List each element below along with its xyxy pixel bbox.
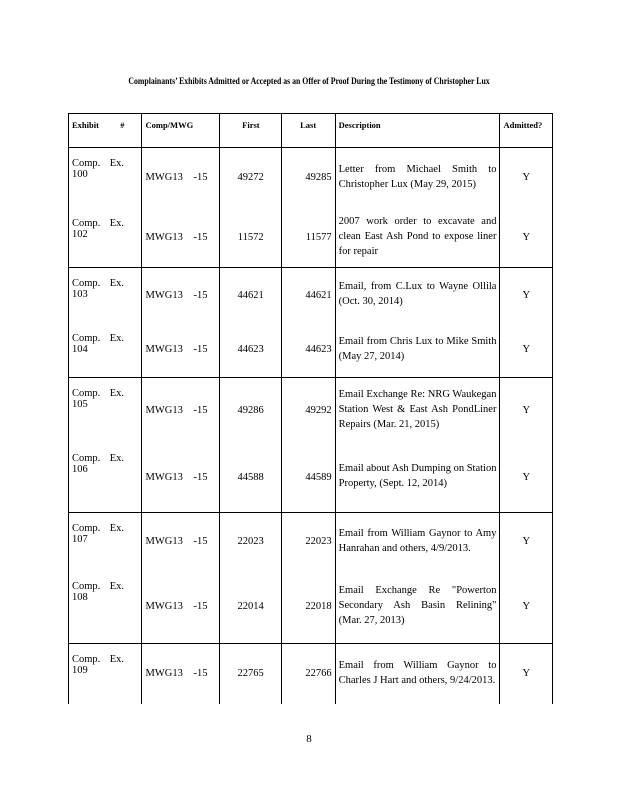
exhibit-cell (69, 443, 142, 513)
header-exhibit-hash: # (120, 120, 125, 130)
admitted-cell: Y (500, 571, 553, 644)
first-cell: 44623 (220, 323, 282, 378)
first-cell: 22014 (220, 571, 282, 644)
exhibit-number: 107 (72, 534, 88, 545)
last-cell: 44589 (282, 443, 336, 513)
comp-code: MWG13 (145, 404, 183, 416)
last-cell: 44623 (282, 323, 336, 378)
comp-code: MWG13 (145, 344, 183, 356)
admitted-cell: Y (500, 644, 553, 704)
exhibit-cell (69, 268, 142, 323)
exhibit-cell (69, 644, 142, 704)
comp-cell (142, 513, 220, 571)
table-row (69, 443, 553, 513)
comp-suffix: -15 (193, 601, 208, 613)
header-first: First (220, 114, 282, 148)
comp-cell (142, 443, 220, 513)
table-row (69, 208, 553, 268)
comp-code: MWG13 (145, 668, 183, 680)
exhibit-abbrev: Ex. (109, 217, 124, 229)
admitted-cell: Y (500, 378, 553, 443)
first-cell: 44588 (220, 443, 282, 513)
table-row (69, 513, 553, 571)
exhibit-cell (69, 208, 142, 268)
last-cell: 22023 (282, 513, 336, 571)
page-heading: Complainants’ Exhibits Admitted or Accepted as an Offer of Proof During the Testimony of Christopher Lux (128, 77, 490, 87)
exhibit-cell (69, 378, 142, 443)
exhibit-number: 103 (72, 289, 88, 300)
comp-suffix: -15 (193, 289, 208, 301)
table-header-row (69, 114, 553, 148)
comp-code: MWG13 (145, 471, 183, 483)
admitted-cell: Y (500, 513, 553, 571)
exhibit-cell (69, 323, 142, 378)
first-cell: 22023 (220, 513, 282, 571)
last-cell: 11577 (282, 208, 336, 268)
comp-cell (142, 148, 220, 208)
last-cell: 22018 (282, 571, 336, 644)
comp-suffix: -15 (193, 668, 208, 680)
exhibit-number: 102 (72, 228, 88, 240)
last-cell: 49292 (282, 378, 336, 443)
last-cell: 44621 (282, 268, 336, 323)
exhibit-prefix: Comp. (72, 580, 101, 592)
exhibits-table (68, 113, 553, 704)
first-cell: 11572 (220, 208, 282, 268)
description-cell: Email Exchange Re: NRG Waukegan Station West & East Ash PondLiner Repairs (Mar. 21, 2015) (335, 378, 500, 443)
exhibit-number: 100 (72, 169, 88, 180)
last-cell: 22766 (282, 644, 336, 704)
admitted-cell: Y (500, 268, 553, 323)
table-body (69, 148, 553, 704)
exhibit-abbrev: Ex. (109, 332, 124, 344)
header-exhibit-label: Exhibit (72, 120, 99, 130)
comp-cell (142, 378, 220, 443)
comp-cell (142, 644, 220, 704)
exhibit-number: 108 (72, 591, 88, 603)
header-admitted: Admitted? (500, 114, 553, 148)
table-row (69, 268, 553, 323)
header-last: Last (282, 114, 336, 148)
comp-cell (142, 571, 220, 644)
description-cell: Email Exchange Re "Powerton Secondary Ash Basin Relining" (Mar. 27, 2013) (335, 571, 500, 644)
description-cell: Email from William Gaynor to Charles J Hart and others, 9/24/2013. (335, 644, 500, 704)
comp-code: MWG13 (145, 601, 183, 613)
header-description: Description (335, 114, 500, 148)
exhibit-number: 104 (72, 343, 88, 355)
description-cell: 2007 work order to excavate and clean East Ash Pond to expose liner for repair (335, 208, 500, 268)
exhibit-prefix: Comp. (72, 452, 101, 464)
exhibit-abbrev: Ex. (109, 452, 124, 464)
table-row (69, 323, 553, 378)
comp-code: MWG13 (145, 289, 183, 301)
first-cell: 49272 (220, 148, 282, 208)
admitted-cell: Y (500, 208, 553, 268)
table-row (69, 148, 553, 208)
comp-suffix: -15 (193, 344, 208, 356)
last-cell: 49285 (282, 148, 336, 208)
exhibit-number: 106 (72, 463, 88, 475)
comp-cell (142, 268, 220, 323)
comp-code: MWG13 (145, 231, 183, 243)
comp-suffix: -15 (193, 404, 208, 416)
comp-cell (142, 208, 220, 268)
description-cell: Letter from Michael Smith to Christopher Lux (May 29, 2015) (335, 148, 500, 208)
table-row (69, 571, 553, 644)
first-cell: 44621 (220, 268, 282, 323)
header-exhibit (69, 114, 142, 148)
first-cell: 22765 (220, 644, 282, 704)
exhibit-abbrev: Ex. (109, 654, 124, 665)
exhibit-cell (69, 571, 142, 644)
exhibit-abbrev: Ex. (109, 278, 124, 289)
first-cell: 49286 (220, 378, 282, 443)
admitted-cell: Y (500, 148, 553, 208)
comp-code: MWG13 (145, 172, 183, 184)
description-cell: Email, from C.Lux to Wayne Ollila (Oct. 30, 2014) (335, 268, 500, 323)
exhibit-number: 105 (72, 399, 88, 410)
description-cell: Email from William Gaynor to Amy Hanrahan and others, 4/9/2013. (335, 513, 500, 571)
comp-suffix: -15 (193, 536, 208, 548)
table-row (69, 644, 553, 704)
comp-suffix: -15 (193, 172, 208, 184)
exhibit-abbrev: Ex. (109, 158, 124, 169)
description-cell: Email about Ash Dumping on Station Property, (Sept. 12, 2014) (335, 443, 500, 513)
comp-code: MWG13 (145, 536, 183, 548)
comp-suffix: -15 (193, 471, 208, 483)
admitted-cell: Y (500, 323, 553, 378)
table-row (69, 378, 553, 443)
exhibit-cell (69, 148, 142, 208)
exhibit-cell (69, 513, 142, 571)
exhibit-prefix: Comp. (72, 654, 101, 665)
comp-cell (142, 323, 220, 378)
comp-suffix: -15 (193, 231, 208, 243)
exhibit-prefix: Comp. (72, 332, 101, 344)
page-number: 8 (306, 733, 312, 745)
admitted-cell: Y (500, 443, 553, 513)
exhibit-prefix: Comp. (72, 388, 101, 399)
header-comp: Comp/MWG (142, 114, 220, 148)
exhibit-prefix: Comp. (72, 278, 101, 289)
exhibit-prefix: Comp. (72, 158, 101, 169)
exhibit-abbrev: Ex. (109, 388, 124, 399)
exhibit-abbrev: Ex. (109, 580, 124, 592)
exhibit-prefix: Comp. (72, 217, 101, 229)
exhibit-prefix: Comp. (72, 523, 101, 534)
description-cell: Email from Chris Lux to Mike Smith (May 27, 2014) (335, 323, 500, 378)
exhibit-abbrev: Ex. (109, 523, 124, 534)
exhibit-number: 109 (72, 665, 88, 676)
